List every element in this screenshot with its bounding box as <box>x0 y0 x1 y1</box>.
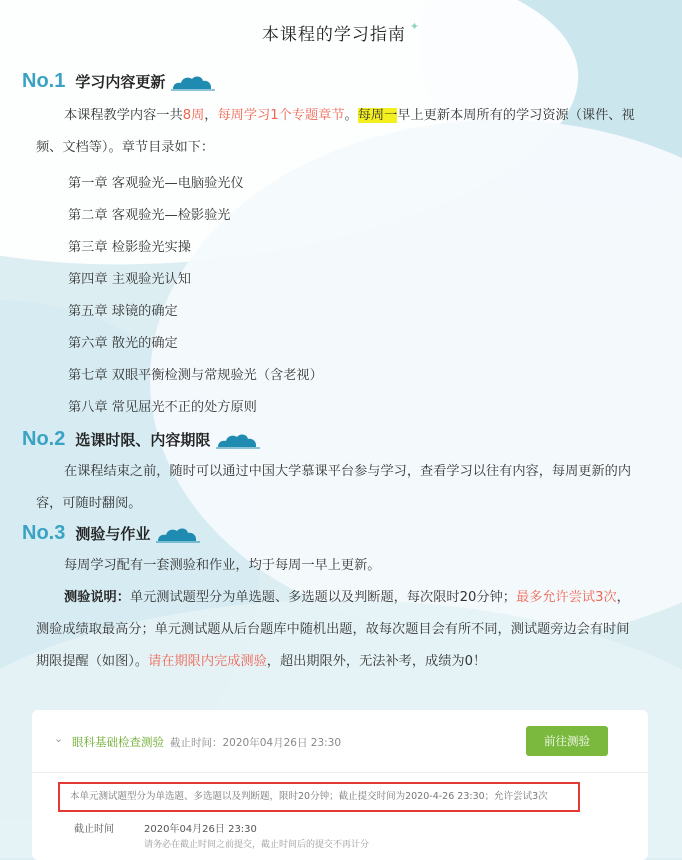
section-1-paragraph: 本课程教学内容一共8周，每周学习1个专题章节。每周一早上更新本周所有的学习资源（课件、视频、文档等）。章节目录如下： <box>36 108 635 155</box>
section-3-heading <box>22 522 200 545</box>
chapter-item: 第八章 常见屈光不正的处方原则 <box>68 400 257 415</box>
chapter-item: 第二章 客观验光—检影验光 <box>68 208 231 223</box>
quiz-deadline: 截止时间：2020年04月26日 23:30 <box>170 737 342 749</box>
deadline-note: 请务必在截止时间之前提交，截止时间后的提交不再计分 <box>144 840 370 850</box>
section-3-paragraph: 每周学习配有一套测验和作业，均于每周一早上更新。 <box>64 558 381 573</box>
deadline-value: 2020年04月26日 23:30 <box>144 824 257 835</box>
deadline-label: 截止时间 <box>74 824 114 835</box>
quiz-card-header <box>32 710 648 773</box>
deadline-warning: 请在期限内完成测验 <box>148 654 267 669</box>
weeks-count: 8周 <box>182 108 205 123</box>
go-to-quiz-button[interactable]: 前往测验 <box>526 726 608 756</box>
section-number: No.2 <box>22 428 66 450</box>
cloud-icon <box>216 431 260 449</box>
section-title: 学习内容更新 <box>75 73 166 91</box>
chapter-item: 第五章 球镜的确定 <box>68 304 178 319</box>
section-2-paragraph: 在课程结束之前，随时可以通过中国大学慕课平台参与学习，查看学习以往有内容，每周更新的内容，可随时翻阅。 <box>36 464 632 511</box>
chapter-item: 第一章 客观验光—电脑验光仪 <box>68 176 244 191</box>
weekly-topic: 每周学习1个专题章节 <box>217 108 345 123</box>
quiz-title[interactable]: 眼科基础检查测验 <box>72 735 164 749</box>
section-2-heading <box>22 428 260 451</box>
quiz-instructions-label: 测验说明： <box>64 590 130 605</box>
chapter-item: 第六章 散光的确定 <box>68 336 178 351</box>
cloud-icon <box>156 525 200 543</box>
section-1-heading <box>22 70 215 93</box>
highlight-monday: 每周一 <box>357 108 398 123</box>
quiz-card <box>32 710 648 860</box>
chapter-item: 第四章 主观验光认知 <box>68 272 191 287</box>
section-number: No.3 <box>22 522 66 544</box>
chapter-item: 第三章 检影验光实操 <box>68 240 191 255</box>
quiz-instructions: 测验说明：单元测试题型分为单选题、多选题以及判断题，每次限时20分钟；最多允许尝试3次，测验成绩取最高分；单元测试题从后台题库中随机出题，故每次题目会有所不同，测试题旁边会有时间期限提醒（如图）。请在期限内完成测验，超出期限外，无法补考，成绩为0！ <box>36 590 630 669</box>
sparkle-icon: ✦ <box>409 20 421 33</box>
section-number: No.1 <box>22 70 66 92</box>
chapter-item: 第七章 双眼平衡检测与常规验光（含老视） <box>68 368 323 383</box>
section-title: 选课时限、内容期限 <box>75 431 211 449</box>
quiz-notice: 本单元测试题型分为单选题、多选题以及判断题，限时20分钟；截止提交时间为2020-4-26 23:30；允许尝试3次 <box>58 782 580 812</box>
max-attempts-note: 最多允许尝试3次 <box>515 590 617 605</box>
chevron-down-icon[interactable]: ⌄ <box>54 732 64 745</box>
section-title: 测验与作业 <box>75 525 151 543</box>
cloud-icon <box>171 73 215 91</box>
page-title: 本课程的学习指南 ✦ <box>261 20 421 45</box>
